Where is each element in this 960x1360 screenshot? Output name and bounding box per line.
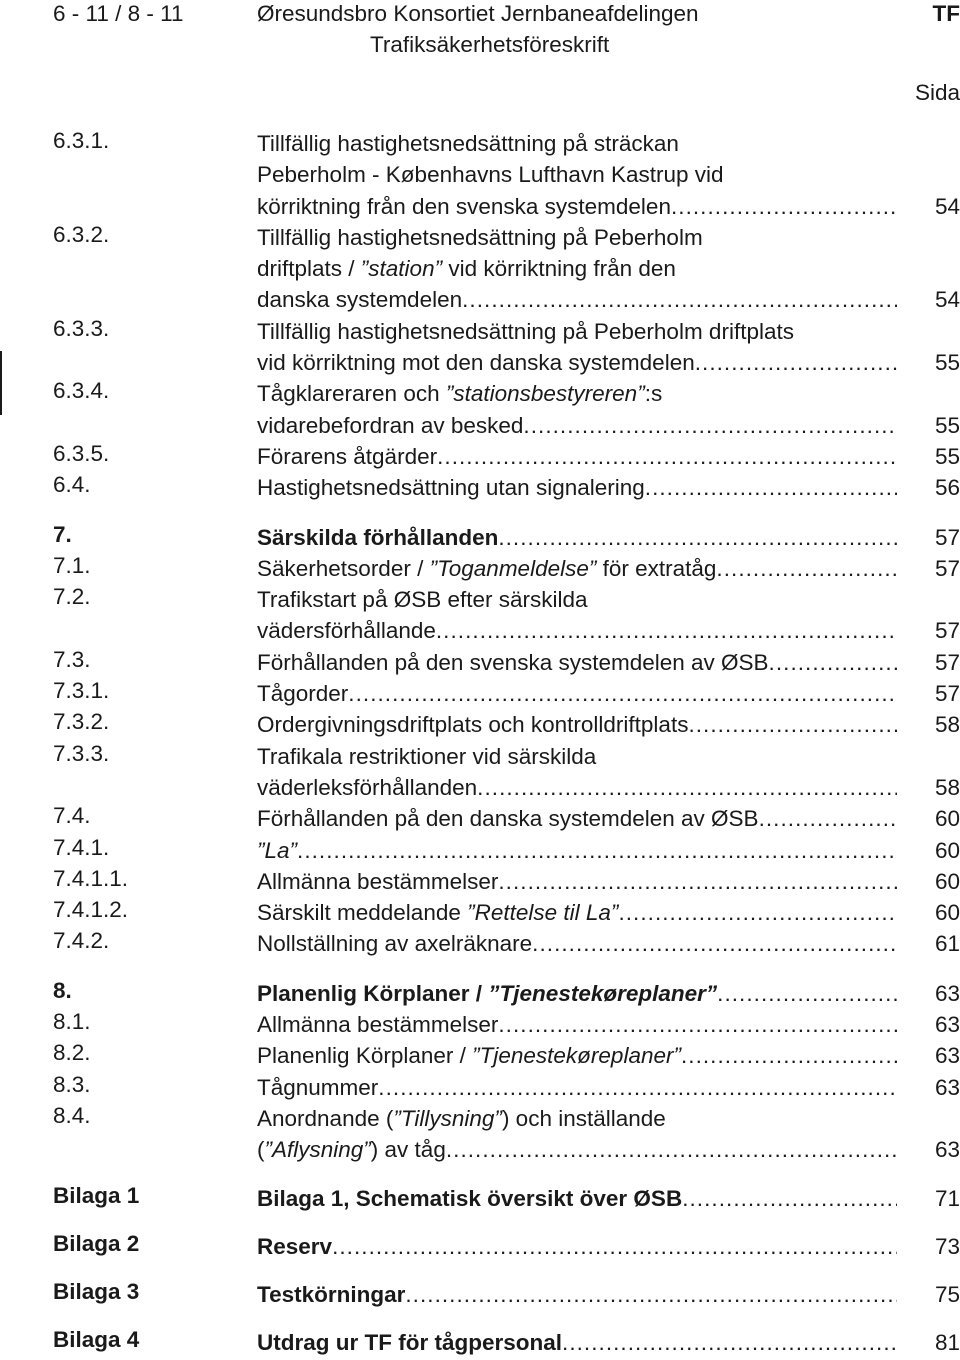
toc-title-line: Allmänna bestämmelser xyxy=(257,1012,499,1038)
toc-entry[interactable] xyxy=(0,928,960,959)
toc-number: 6.4. xyxy=(53,472,91,498)
toc-number: 7.3.1. xyxy=(53,678,110,704)
toc-entry[interactable] xyxy=(0,866,960,897)
toc-page-number: 58 xyxy=(934,712,960,738)
toc-page-number: 60 xyxy=(934,900,960,926)
header-company: Øresundsbro Konsortiet Jernbaneafdelingen xyxy=(257,1,699,26)
toc-page-number: 54 xyxy=(934,287,960,313)
toc-entry[interactable] xyxy=(0,316,960,379)
toc-page-number: 63 xyxy=(934,1074,960,1100)
toc-title-line: vädersförhållande xyxy=(257,618,436,644)
toc-title-line: Planenlig Körplaner / ”Tjenestekøreplaner” xyxy=(257,1043,681,1069)
toc-title-line: körriktning från den svenska systemdelen xyxy=(257,193,671,219)
toc-page-number: 75 xyxy=(934,1282,960,1308)
toc-entry[interactable] xyxy=(0,1231,960,1262)
dot-leader xyxy=(688,709,897,740)
page-column-label: Sida xyxy=(914,80,960,105)
toc-title-line: Särskilda förhållanden xyxy=(257,524,499,550)
toc-title-line: Förhållanden på den danska systemdelen av ØSB xyxy=(257,806,759,832)
toc-title-line: vid körriktning mot den danska systemdelen xyxy=(257,350,695,376)
toc-page-number: 60 xyxy=(934,868,960,894)
toc-number: Bilaga 4 xyxy=(53,1327,140,1353)
toc-entry[interactable] xyxy=(0,709,960,740)
toc-page-number: 63 xyxy=(934,980,960,1006)
dot-leader xyxy=(682,1183,897,1214)
toc-page-number: 55 xyxy=(934,350,960,376)
dot-leader xyxy=(717,978,897,1009)
dot-leader xyxy=(297,835,897,866)
toc-page-number: 57 xyxy=(934,618,960,644)
toc-title-line: Peberholm - Københavns Lufthavn Kastrup vid xyxy=(257,162,724,188)
toc-entry[interactable] xyxy=(0,553,960,584)
dot-leader xyxy=(378,1072,897,1103)
dot-leader xyxy=(498,1009,897,1040)
toc-entry[interactable] xyxy=(0,1009,960,1040)
toc-page-number: 55 xyxy=(934,412,960,438)
toc-number: Bilaga 3 xyxy=(53,1279,140,1305)
header-code: TF xyxy=(932,1,960,26)
dot-leader xyxy=(523,410,897,441)
toc-title-line: driftplats / ”station” vid körriktning från den xyxy=(257,256,676,282)
toc-number: 7.4.1. xyxy=(53,834,110,860)
toc-title-line: väderleksförhållanden xyxy=(257,774,478,800)
toc-entry[interactable] xyxy=(0,1103,960,1166)
toc-title-line: Tillfällig hastighetsnedsättning på Peberholm driftplats xyxy=(257,318,794,344)
toc-title-line: Planenlig Körplaner / ”Tjenestekøreplaner” xyxy=(257,980,718,1006)
toc-entry[interactable] xyxy=(0,1327,960,1358)
toc-number: 8.4. xyxy=(53,1102,91,1128)
toc-number: 7.3. xyxy=(53,646,91,672)
toc-entry[interactable] xyxy=(0,835,960,866)
toc-page-number: 55 xyxy=(934,443,960,469)
toc-number: 7.3.2. xyxy=(53,709,110,735)
toc-entry[interactable] xyxy=(0,741,960,804)
toc-entry[interactable] xyxy=(0,441,960,472)
toc-title-line: Tågklareraren och ”stationsbestyreren”:s xyxy=(257,381,663,407)
toc-title-line: Reserv xyxy=(257,1233,333,1259)
dot-leader xyxy=(348,678,897,709)
toc-title-line: Testkörningar xyxy=(257,1282,406,1308)
toc-page-number: 73 xyxy=(934,1233,960,1259)
toc-page-number: 58 xyxy=(934,774,960,800)
dot-leader xyxy=(332,1231,897,1262)
toc-entry[interactable] xyxy=(0,1040,960,1071)
toc-number: 8. xyxy=(53,977,72,1003)
toc-number: 6.3.3. xyxy=(53,315,110,341)
toc-number: Bilaga 2 xyxy=(53,1230,140,1256)
toc-title-line: Ordergivningsdriftplats och kontrolldriftplats xyxy=(257,712,689,738)
toc-title-line: Utdrag ur TF för tågpersonal xyxy=(257,1330,563,1356)
toc-title-line: Nollställning av axelräknare xyxy=(257,931,533,957)
toc-page-number: 63 xyxy=(934,1012,960,1038)
toc-number: Bilaga 1 xyxy=(53,1182,140,1208)
toc-title-line: Tågnummer xyxy=(257,1074,379,1100)
toc-title-line: ”La” xyxy=(257,837,298,863)
toc-title-line: Tillfällig hastighetsnedsättning på sträckan xyxy=(257,131,679,156)
toc-number: 7.3.3. xyxy=(53,740,110,766)
toc-entry[interactable] xyxy=(0,522,960,553)
header-page-range: 6 - 11 / 8 - 11 xyxy=(53,1,184,26)
dot-leader xyxy=(759,803,897,834)
toc-title-line: Säkerhetsorder / ”Toganmeldelse” för extratåg xyxy=(257,555,717,581)
toc-title-line: vidarebefordran av besked xyxy=(257,412,524,438)
toc-page-number: 61 xyxy=(934,931,960,957)
toc-title-line: Förarens åtgärder xyxy=(257,443,438,469)
toc-page-number: 57 xyxy=(934,681,960,707)
toc-title-line: (”Aflysning”) av tåg xyxy=(257,1137,446,1163)
toc-entry[interactable] xyxy=(0,1279,960,1310)
toc-page-number: 71 xyxy=(934,1185,960,1211)
dot-leader xyxy=(695,347,897,378)
toc-number: 7.4. xyxy=(53,803,91,829)
toc-number: 6.3.2. xyxy=(53,221,110,247)
toc-page-number: 57 xyxy=(934,524,960,550)
dot-leader xyxy=(437,441,897,472)
toc-number: 8.1. xyxy=(53,1009,91,1035)
toc-number: 7. xyxy=(53,521,72,547)
toc-page-number: 56 xyxy=(934,475,960,501)
dot-leader xyxy=(645,472,897,503)
toc-page-number: 63 xyxy=(934,1043,960,1069)
dot-leader xyxy=(405,1279,897,1310)
toc-title-line: Trafikala restriktioner vid särskilda xyxy=(257,743,597,769)
toc-entry[interactable] xyxy=(0,647,960,678)
toc-page-number: 57 xyxy=(934,555,960,581)
dot-leader xyxy=(671,191,897,222)
dot-leader xyxy=(532,928,897,959)
toc-number: 7.2. xyxy=(53,584,91,610)
toc-entry[interactable] xyxy=(0,897,960,928)
toc-number: 6.3.1. xyxy=(53,128,110,153)
toc-title-line: Allmänna bestämmelser xyxy=(257,868,499,894)
toc-title-line: Hastighetsnedsättning utan signalering xyxy=(257,475,645,501)
toc-title-line: Tillfällig hastighetsnedsättning på Peberholm xyxy=(257,224,703,250)
dot-leader xyxy=(436,615,897,646)
toc-entry[interactable] xyxy=(0,678,960,709)
dot-leader xyxy=(446,1134,897,1165)
toc-title-line: Bilaga 1, Schematisk översikt över ØSB xyxy=(257,1185,683,1211)
toc-number: 7.4.2. xyxy=(53,928,110,954)
toc-page-number: 60 xyxy=(934,837,960,863)
toc-page-number: 57 xyxy=(934,649,960,675)
dot-leader xyxy=(618,897,897,928)
toc-page-number: 81 xyxy=(934,1330,960,1356)
toc-entry[interactable] xyxy=(0,1183,960,1214)
dot-leader xyxy=(477,772,897,803)
toc-title-line: Särskilt meddelande ”Rettelse til La” xyxy=(257,900,619,926)
toc-entry[interactable] xyxy=(0,128,960,222)
toc-entry[interactable] xyxy=(0,472,960,503)
toc-page-number: 60 xyxy=(934,806,960,832)
table-of-contents xyxy=(0,128,960,1359)
dot-leader xyxy=(498,866,897,897)
toc-entry[interactable] xyxy=(0,584,960,647)
toc-entry[interactable] xyxy=(0,978,960,1009)
dot-leader xyxy=(681,1040,897,1071)
dot-leader xyxy=(769,647,897,678)
toc-number: 6.3.5. xyxy=(53,440,110,466)
toc-entry[interactable] xyxy=(0,222,960,316)
toc-number: 7.1. xyxy=(53,552,91,578)
toc-number: 7.4.1.2. xyxy=(53,897,129,923)
dot-leader xyxy=(562,1327,897,1358)
dot-leader xyxy=(462,284,897,315)
toc-title-line: Anordnande (”Tillysning”) och inställande xyxy=(257,1105,666,1131)
toc-number: 8.3. xyxy=(53,1071,91,1097)
toc-entry[interactable] xyxy=(0,1072,960,1103)
toc-page-number: 54 xyxy=(934,193,960,219)
header-subtitle: Trafiksäkerhetsföreskrift xyxy=(370,32,610,57)
toc-entry[interactable] xyxy=(0,803,960,834)
toc-page-number: 63 xyxy=(934,1137,960,1163)
toc-title-line: Trafikstart på ØSB efter särskilda xyxy=(257,587,588,613)
toc-title-line: Tågorder xyxy=(257,681,349,707)
toc-number: 7.4.1.1. xyxy=(53,865,129,891)
toc-title-line: danska systemdelen xyxy=(257,287,463,313)
toc-number: 6.3.4. xyxy=(53,378,110,404)
toc-title-line: Förhållanden på den svenska systemdelen av ØSB xyxy=(257,649,769,675)
dot-leader xyxy=(716,553,897,584)
toc-entry[interactable] xyxy=(0,378,960,441)
toc-number: 8.2. xyxy=(53,1040,91,1066)
dot-leader xyxy=(498,522,897,553)
